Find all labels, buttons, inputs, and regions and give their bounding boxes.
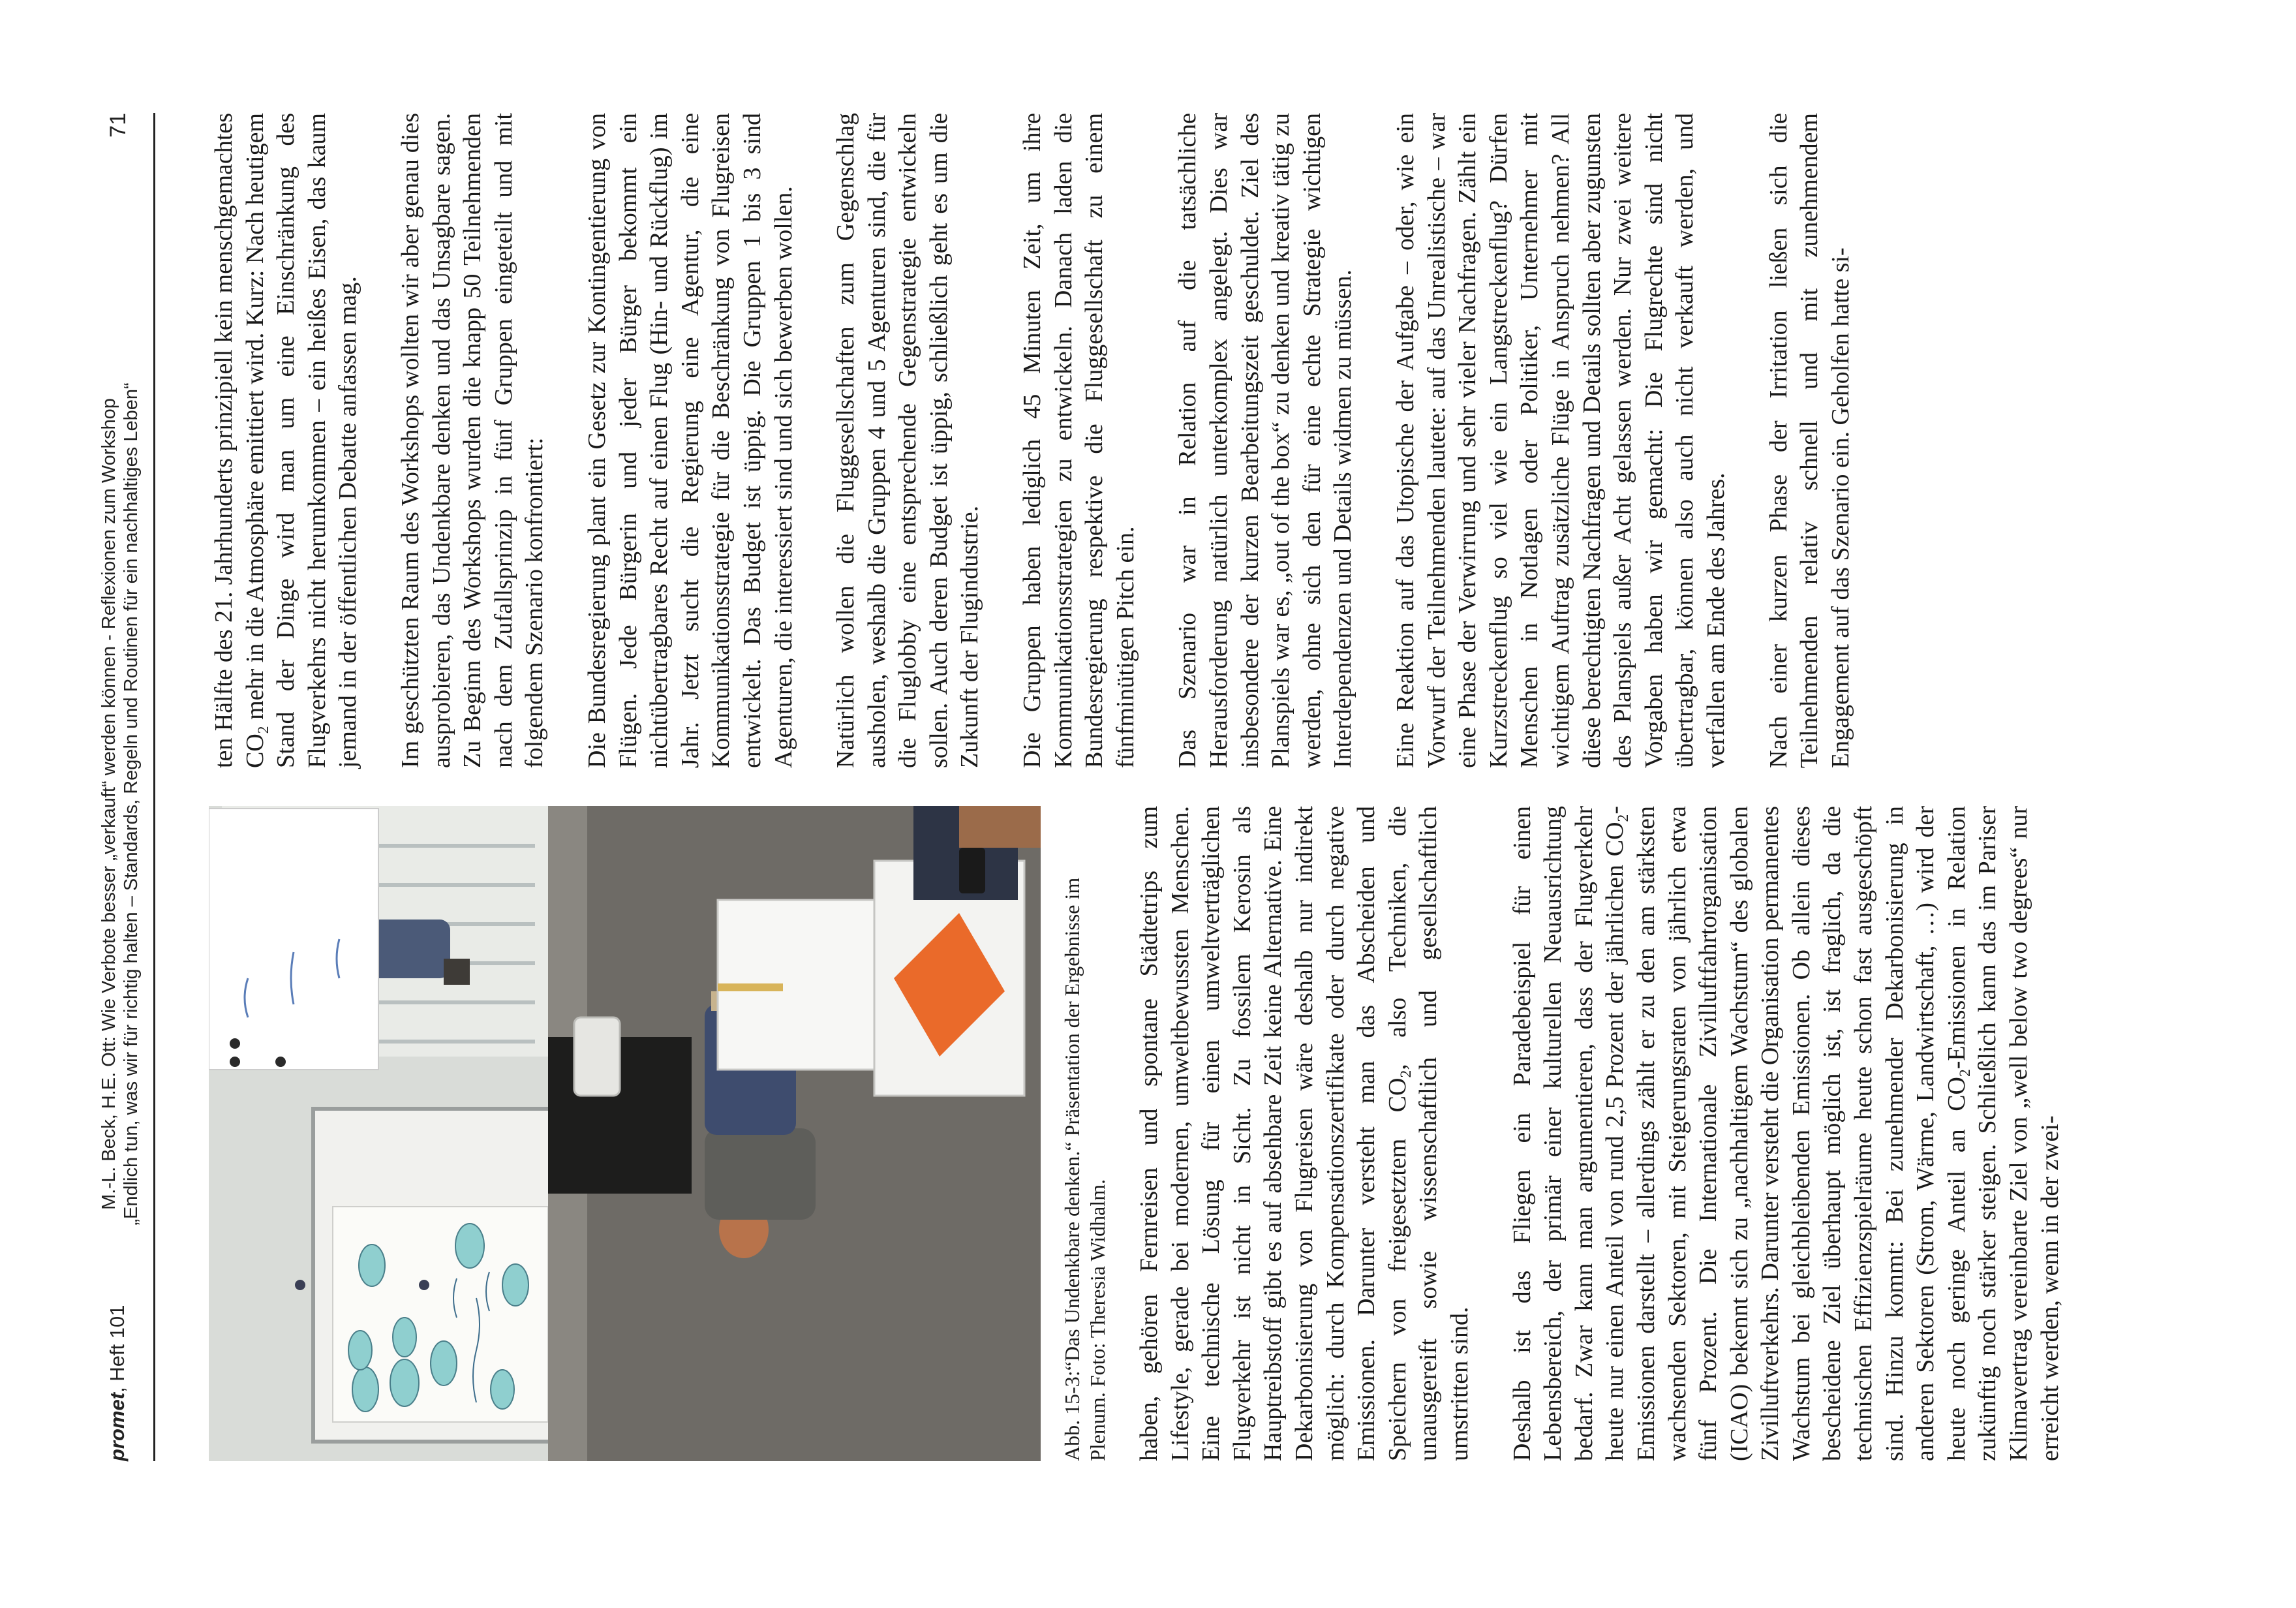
paragraph: Nach einer kurzen Phase der Irritation ließen sich die Teilnehmenden relativ schnell und mit zunehmendem Engagement auf das Szenario ein. Geholfen hatte si-	[1764, 113, 1854, 768]
journal-issue: , Heft 101	[106, 1305, 129, 1393]
paragraph: ten Hälfte des 21. Jahrhunderts prinzipiell kein menschgemachtes $CO_2$ mehr in die Atmosphäre emittiert wird. Kurz: Nach heutigem Stand der Dinge wird man um eine Einschränkung des Flugverkehrs nicht herumkommen – ein heißes Eisen, das kaum jemand in der öffentlichen Debatte anfassen mag.	[210, 113, 362, 768]
workshop-photo	[209, 806, 1041, 1461]
running-title-line-2: „Endlich tun, was wir für richtig halten – Standards, Regeln und Routinen für ein nachhaltiges Leben“	[121, 382, 142, 1226]
text-column-right	[209, 113, 1856, 768]
scenario-paragraph: Die Bundesregierung plant ein Gesetz zur Kontingentierung von Flügen. Jede Bürgerin und jeder Bürger bekommt ein nichtübertragbares Recht auf einen Flug (Hin- und Rückflug) im Jahr. Jetzt sucht die Regierung eine Agentur, die eine Kommunikationsstrategie für die Beschränkung von Flugreisen entwickelt. Das Budget ist üppig. Die Gruppen 1 bis 3 sind Agenturen, die interessiert sind und sich bewerben wollen.	[583, 113, 797, 768]
scenario-paragraph: Natürlich wollen die Fluggesellschaften zum Gegenschlag ausholen, weshalb die Gruppen 4 und 5 Agenturen sind, die für die Fluglobby eine entsprechende Gegenstrategie entwickeln sollen. Auch deren Budget ist üppig, schließlich geht es um die Zukunft der Flugindustrie.	[832, 113, 984, 768]
scenario-paragraph: Die Gruppen haben lediglich 45 Minuten Zeit, um ihre Kommunikationsstrategien zu entwickeln. Danach laden die Bundesregierung respektive die Fluggesellschaft zu einem fünfminütigen Pitch ein.	[1018, 113, 1139, 768]
page-number: 71	[106, 113, 130, 138]
paragraph: Eine Reaktion auf das Utopische der Aufgabe – oder, wie ein Vorwurf der Teilnehmenden lautete: auf das Unrealistische – war eine Phase der Verwirrung und sehr vieler Nachfragen. Zählt ein Kurzstreckenflug so viel wie ein Langstreckenflug? Dürfen Menschen in Notlagen oder Politiker, Unternehmer mit wichtigem Auftrag zusätzliche Flüge in Anspruch nehmen? All diese berechtigten Nachfragen und Details sollten aber zugunsten des Planspiels außer Acht gelassen werden. Nur zwei weitere Vorgaben haben wir gemacht: Die Flugrechte sind nicht übertragbar, können also auch nicht verkauft werden, und verfallen am Ende des Jahres.	[1392, 113, 1730, 768]
header-rule	[153, 113, 155, 1461]
paragraph: Das Szenario war in Relation auf die tatsächliche Herausforderung natürlich unterkomplex angelegt. Dies war insbesondere der kurzen Bearbeitungszeit geschuldet. Ziel des Planspiels war es, „out of the box“ zu denken und kreativ tätig zu werden, ohne sich den für eine echte Strategie wichtigen Interdependenzen und Details widmen zu müssen.	[1174, 113, 1357, 768]
running-title	[98, 0, 142, 1608]
text-column-left	[1134, 806, 2066, 1461]
paragraph: Deshalb ist das Fliegen ein Paradebeispiel für einen Lebensbereich, der primär einer kulturellen Neuausrichtung bedarf. Zwar kann man argumentieren, dass der Flugverkehr heute nur einen Anteil von rund 2,5 Prozent der jährlichen $CO_2$-Emissionen darstellt – allerdings zählt er zu den am stärksten wachsenden Sektoren, mit Steigerungsraten von jährlich etwa fünf Prozent. Die Internationale Zivilluftfahrtorganisation (ICAO) bekennt sich zu „nachhaltigem Wachstum“ des globalen Zivilluftverkehrs. Darunter versteht die Organisation permanentes Wachstum bei gleichbleibenden Emissionen. Ob allein dieses bescheidene Ziel überhaupt möglich ist, ist fraglich, da die technischen Effizienzspielräume heute schon fast ausgeschöpft sind. Hinzu kommt: Bei zunehmender Dekarbonisierung in anderen Sektoren (Strom, Wärme, Landwirtschaft, …) wird der heute noch geringe Anteil an $CO_2$-Emissionen in Relation zukünftig noch stärker steigen. Schließlich kann das im Pariser Klimavertrag vereinbarte Ziel von „well below two degrees“ nur erreicht werden, wenn in der zwei-	[1508, 806, 2064, 1461]
journal-brand: promet	[106, 1392, 129, 1461]
paragraph: Im geschützten Raum des Workshops wollten wir aber genau dies ausprobieren, das Undenkbare denken und das Unsagbare sagen. Zu Beginn des Workshops wurden die knapp 50 Teilnehmenden nach dem Zufallsprinzip in fünf Gruppen eingeteilt und mit folgendem Szenario konfrontiert:	[396, 113, 549, 768]
running-title-line-1: M.-L. Beck, H.E. Ott: Wie Verbote besser „verkauft“ werden können - Reflexionen zum Workshop	[99, 398, 119, 1210]
figure-caption: Abb. 15-3:“Das Undenkbare denken.“ Präsentation der Ergebnisse im Plenum. Foto: Theresia Widhalm.	[1060, 877, 1109, 1461]
paragraph: haben, gehören Fernreisen und spontane Städtetrips zum Lifestyle, gerade bei modernen, umweltbewussten Menschen. Eine technische Lösung für einen umweltverträglichen Flugverkehr ist nicht in Sicht. Zu fossilem Kerosin als Hauptreibstoff gibt es auf absehbare Zeit keine Alternative. Eine Dekarbonisierung von Flugreisen wäre deshalb nur indirekt möglich: durch Kompensationszertifikate oder durch negative Emissionen. Darunter versteht man das Abscheiden und Speichern von freigesetztem $CO_2$, also Techniken, die unausgereift sowie wissenschaftlich und gesellschaftlich umstritten sind.	[1135, 806, 1473, 1461]
